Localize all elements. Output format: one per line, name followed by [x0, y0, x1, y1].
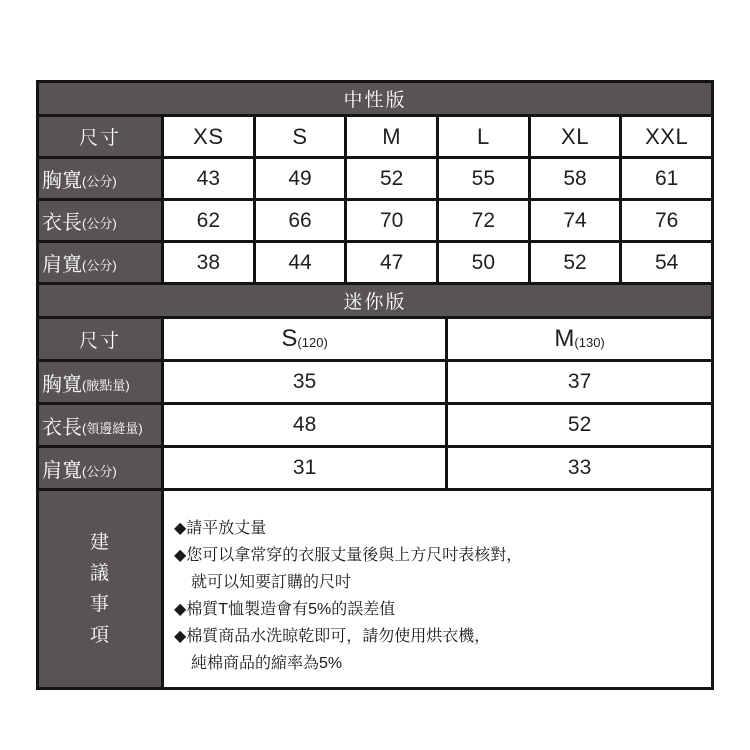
- value-cell: 52: [448, 405, 711, 445]
- mini-row-label-length: [39, 405, 161, 445]
- value-cell: 54: [622, 243, 711, 282]
- notes-title-char: 議: [89, 563, 110, 584]
- notes-title-char: 建: [89, 532, 110, 553]
- value-cell: 74: [531, 201, 620, 240]
- value-cell: 72: [439, 201, 528, 240]
- mini-size-header-s: [164, 319, 445, 359]
- notes-section: [39, 491, 711, 687]
- mini-size-table: [39, 319, 711, 488]
- value-cell: 52: [531, 243, 620, 282]
- value-cell: 33: [448, 448, 711, 488]
- note-line: ◆您可以拿常穿的衣服丈量後與上方尺吋表核對，: [174, 547, 523, 564]
- value-cell: 49: [256, 159, 345, 198]
- value-cell: 66: [256, 201, 345, 240]
- value-cell: 44: [256, 243, 345, 282]
- note-line-continuation: 就可以知要訂購的尺吋: [191, 574, 352, 591]
- unisex-size-header-s: S: [256, 117, 345, 156]
- mini-row-label-chest: [39, 362, 161, 402]
- row-label-unit: (公分): [82, 463, 117, 479]
- unisex-row-label-chest: [39, 159, 161, 198]
- notes-content: [164, 491, 711, 687]
- unisex-size-header-xl: XL: [531, 117, 620, 156]
- notes-title: [39, 491, 161, 687]
- value-cell: 35: [164, 362, 445, 402]
- value-cell: 76: [622, 201, 711, 240]
- note-line: ◆請平放丈量: [174, 520, 267, 537]
- unisex-size-header-xs: XS: [164, 117, 253, 156]
- unisex-size-header-xxl: XXL: [622, 117, 711, 156]
- mini-size-header-m: [448, 319, 711, 359]
- value-cell: 61: [622, 159, 711, 198]
- unisex-row-label-shoulder: [39, 243, 161, 282]
- row-label-unit: (公分): [82, 258, 117, 273]
- row-label-unit: (公分): [82, 174, 117, 189]
- value-cell: 58: [531, 159, 620, 198]
- value-cell: 48: [164, 405, 445, 445]
- value-cell: 62: [164, 201, 253, 240]
- mini-row-label-shoulder: [39, 448, 161, 488]
- value-cell: 31: [164, 448, 445, 488]
- unisex-size-header-m: M: [347, 117, 436, 156]
- row-label-text: 肩寬: [42, 459, 82, 482]
- row-label-text: 胸寬: [42, 373, 82, 396]
- value-cell: 52: [347, 159, 436, 198]
- mini-header-label: 尺寸: [39, 319, 161, 359]
- mini-size-letter: M: [554, 325, 575, 352]
- note-line-continuation: 純棉商品的縮率為5%: [191, 655, 343, 672]
- value-cell: 50: [439, 243, 528, 282]
- row-label-text: 肩寬: [42, 254, 82, 276]
- row-label-text: 胸寬: [42, 170, 82, 192]
- value-cell: 38: [164, 243, 253, 282]
- unisex-header-label: 尺寸: [39, 117, 161, 156]
- notes-title-char: 項: [89, 625, 110, 646]
- value-cell: 70: [347, 201, 436, 240]
- size-chart: [36, 80, 714, 690]
- note-line: ◆棉質T恤製造會有5%的誤差值: [174, 601, 396, 618]
- unisex-size-table: [39, 117, 711, 282]
- mini-size-letter: S: [281, 325, 298, 352]
- row-label-unit: (腋點量): [82, 377, 130, 393]
- section-title-mini: 迷你版: [39, 285, 711, 316]
- row-label-text: 衣長: [42, 416, 82, 439]
- row-label-unit: (公分): [82, 216, 117, 231]
- row-label-unit: (領邊縫量): [82, 420, 143, 436]
- mini-size-note: (120): [297, 335, 328, 350]
- value-cell: 47: [347, 243, 436, 282]
- section-title-unisex: 中性版: [39, 83, 711, 114]
- note-line: ◆棉質商品水洗晾乾即可，請勿使用烘衣機，: [174, 628, 491, 645]
- notes-title-char: 事: [89, 594, 110, 615]
- mini-size-note: (130): [574, 335, 605, 350]
- unisex-size-header-l: L: [439, 117, 528, 156]
- value-cell: 37: [448, 362, 711, 402]
- value-cell: 43: [164, 159, 253, 198]
- unisex-row-label-length: [39, 201, 161, 240]
- row-label-text: 衣長: [42, 212, 82, 234]
- value-cell: 55: [439, 159, 528, 198]
